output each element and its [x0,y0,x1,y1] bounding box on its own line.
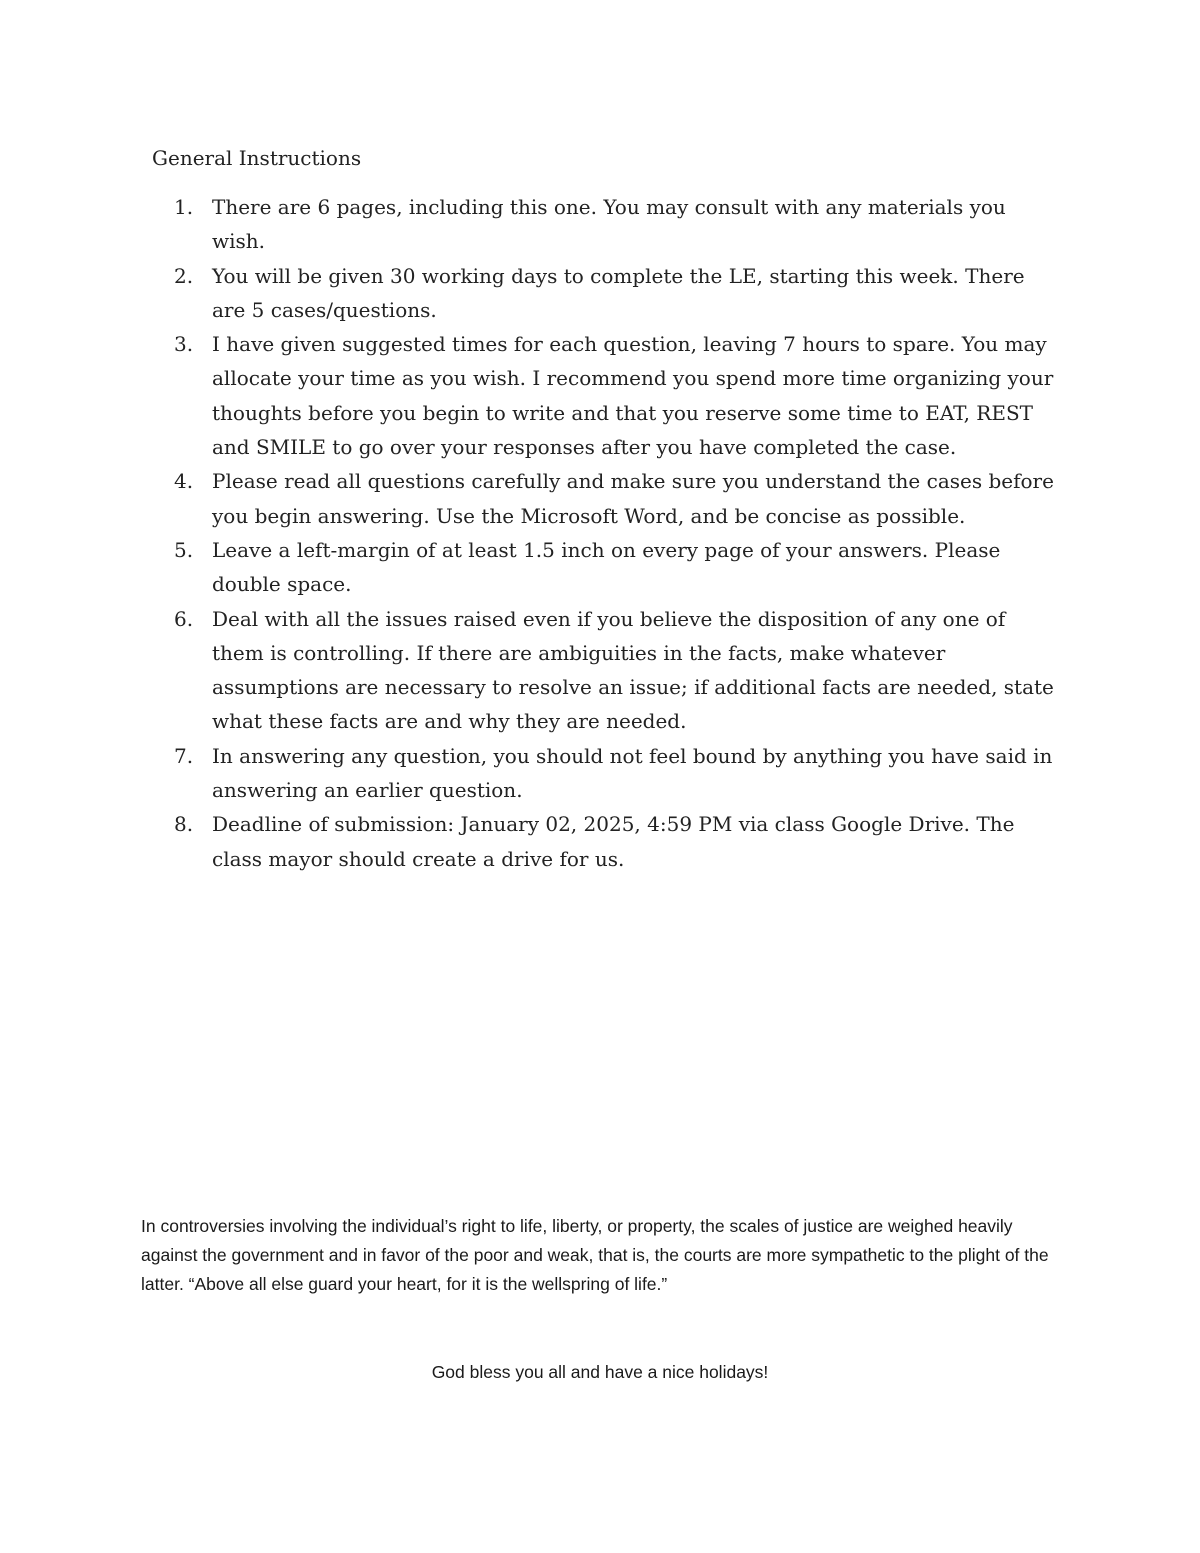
list-item-text: I have given suggested times for each question, leaving 7 hours to spare. You may allocate your time as you wish. I recommend you spend more time organizing your thoughts before you begin to write and that you reserve some time to EAT, REST and SMILE to go over your responses after you have completed the case. [212,332,1054,460]
list-item-number: 8. [174,812,194,837]
list-item [0,602,1062,739]
list-item-number: 1. [174,195,194,219]
closing-paragraph: In controversies involving the individual’s right to life, liberty, or property, the scales of justice are weighed heavily against the government and in favor of the poor and weak, that is, the courts are more sympathetic to the plight of the latter. “Above all else guard your heart, for it is the wellspring of life.” [141,1216,1049,1294]
list-item-text: Please read all questions carefully and make sure you understand the cases before you begin answering. Use the Microsoft Word, and be concise as possible. [212,469,1054,528]
list-item-number: 2. [174,263,194,288]
list-item-number: 7. [174,743,194,768]
list-item [0,739,1062,808]
blessing-line: God bless you all and have a nice holidays! [431,1362,769,1382]
list-item [0,190,1062,259]
list-item [0,327,1062,464]
list-item-number: 5. [174,537,194,562]
list-item [0,464,1062,533]
instructions-list [0,190,1200,876]
list-item-number: 4. [174,469,194,494]
list-item-text: Leave a left-margin of at least 1.5 inch on every page of your answers. Please double space. [212,537,1001,597]
list-item-number: 6. [174,606,194,631]
list-item-text: There are 6 pages, including this one. You may consult with any materials you wish. [212,195,1006,254]
list-item-text: Deadline of submission: January 02, 2025, 4:59 PM via class Google Drive. The class mayor should create a drive for us. [212,812,1015,871]
list-item-number: 3. [174,332,194,357]
list-item [0,807,1062,876]
list-item [0,259,1062,328]
page-title: General Instructions [152,146,362,170]
list-item-text: Deal with all the issues raised even if you believe the disposition of any one of them is controlling. If there are ambiguities in the facts, make whatever assumptions are necessary to resolve an issue; if additional facts are needed, state what these facts are and why they are needed. [212,606,1054,734]
list-item-text: You will be given 30 working days to complete the LE, starting this week. There are 5 cases/questions. [212,263,1025,322]
list-item-text: In answering any question, you should not feel bound by anything you have said in answering an earlier question. [212,743,1053,803]
list-item [0,533,1062,602]
